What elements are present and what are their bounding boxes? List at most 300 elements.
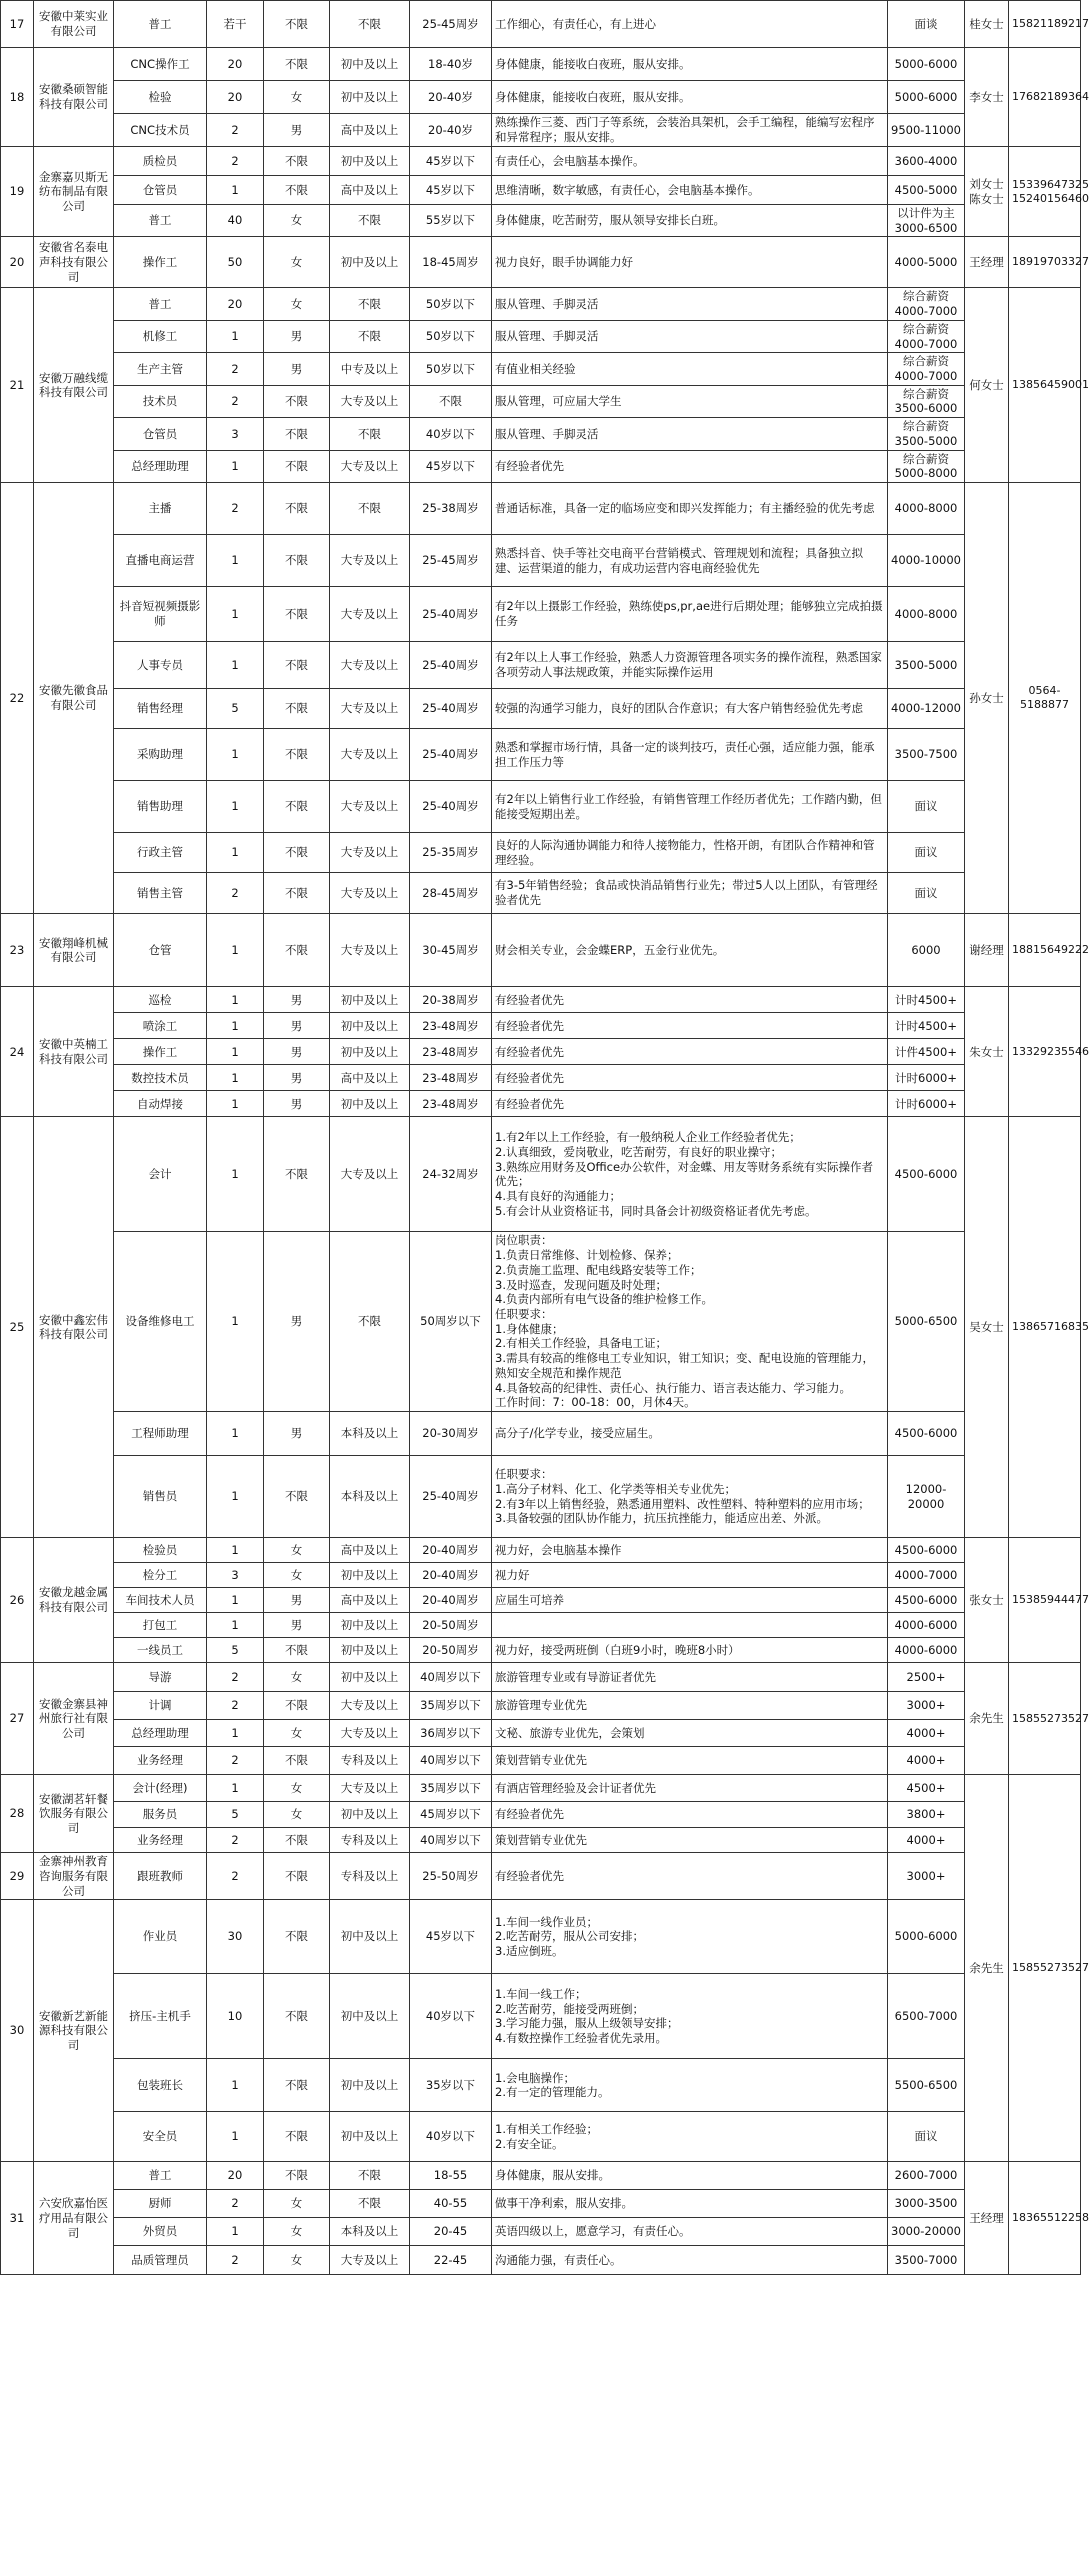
company-number: 28 (1, 1775, 34, 1853)
job-salary: 计件4500+ (888, 1039, 965, 1065)
job-headcount: 40 (207, 205, 264, 237)
job-age: 28-45周岁 (410, 873, 492, 914)
job-headcount: 1 (207, 729, 264, 781)
job-headcount: 1 (207, 1456, 264, 1538)
job-requirements: 1.有2年以上工作经验，有一般纳税人企业工作经验者优先； 2.认真细致，爱岗敬业，吃苦耐劳，有良好的职业操守； 3.熟练应用财务及Office办公软件，对金蝶、用友等财务系统有实际操作者优先； 4.具有良好的沟通能力； 5.有会计从业资格证书，同时具备会计初级资格证者优先考虑。 (492, 1117, 888, 1232)
table-row (1, 1588, 1081, 1613)
job-education: 大专及以上 (330, 1692, 410, 1720)
company-name: 安徽中鑫宏伟科技有限公司 (34, 1117, 114, 1538)
job-gender: 不限 (264, 873, 330, 914)
job-headcount: 2 (207, 385, 264, 417)
contact-person: 孙女士 (965, 483, 1009, 914)
job-salary: 4000-8000 (888, 587, 965, 642)
job-age: 50岁以下 (410, 288, 492, 320)
job-headcount: 2 (207, 147, 264, 176)
job-gender: 男 (264, 353, 330, 385)
job-age: 30-45周岁 (410, 914, 492, 987)
job-gender: 女 (264, 2190, 330, 2218)
job-age: 40-55 (410, 2190, 492, 2218)
job-position: 一线员工 (114, 1638, 207, 1663)
job-education: 本科及以上 (330, 2218, 410, 2246)
job-salary: 4000-5000 (888, 237, 965, 288)
job-age: 45岁以下 (410, 176, 492, 205)
job-headcount: 2 (207, 2246, 264, 2275)
job-education: 大专及以上 (330, 873, 410, 914)
job-position: 检验员 (114, 1538, 207, 1563)
job-requirements: 策划营销专业优先 (492, 1747, 888, 1775)
job-requirements: 财会相关专业，会金蝶ERP，五金行业优先。 (492, 914, 888, 987)
contact-person: 王经理 (965, 2162, 1009, 2275)
job-gender: 不限 (264, 642, 330, 689)
job-gender: 不限 (264, 1974, 330, 2059)
table-row (1, 353, 1081, 385)
job-age: 45岁以下 (410, 450, 492, 482)
job-salary: 3000+ (888, 1853, 965, 1900)
job-headcount: 20 (207, 81, 264, 114)
job-gender: 不限 (264, 2112, 330, 2162)
job-salary: 4500+ (888, 1775, 965, 1802)
job-gender: 不限 (264, 729, 330, 781)
job-headcount: 2 (207, 1747, 264, 1775)
job-age: 23-48周岁 (410, 1091, 492, 1117)
job-gender: 不限 (264, 1, 330, 48)
contact-phone: 18815649222 (1009, 914, 1081, 987)
table-row (1, 689, 1081, 729)
contact-person: 王经理 (965, 237, 1009, 288)
job-salary: 计时4500+ (888, 987, 965, 1013)
job-age: 22-45 (410, 2246, 492, 2275)
job-position: 销售员 (114, 1456, 207, 1538)
job-requirements: 熟练操作三菱、西门子等系统，会装治具架机，会手工编程，能编写宏程序和异常程序；服从安排。 (492, 114, 888, 147)
job-age: 50岁以下 (410, 353, 492, 385)
table-row (1, 1613, 1081, 1638)
job-education: 不限 (330, 288, 410, 320)
job-education: 初中及以上 (330, 1091, 410, 1117)
job-position: 工程师助理 (114, 1412, 207, 1456)
job-salary: 4500-6000 (888, 1412, 965, 1456)
job-salary: 面议 (888, 833, 965, 873)
job-education: 大专及以上 (330, 1775, 410, 1802)
job-age: 45岁以下 (410, 1900, 492, 1974)
job-headcount: 2 (207, 114, 264, 147)
company-number: 26 (1, 1538, 34, 1663)
job-requirements: 有经验者优先 (492, 1013, 888, 1039)
job-headcount: 1 (207, 1412, 264, 1456)
job-salary: 4500-6000 (888, 1588, 965, 1613)
job-education: 初中及以上 (330, 1663, 410, 1692)
job-gender: 女 (264, 288, 330, 320)
job-age: 18-55 (410, 2162, 492, 2190)
job-salary: 4000-8000 (888, 483, 965, 535)
job-gender: 不限 (264, 2162, 330, 2190)
job-position: 质检员 (114, 147, 207, 176)
job-age: 25-40周岁 (410, 587, 492, 642)
job-age: 23-48周岁 (410, 1013, 492, 1039)
job-salary: 4000+ (888, 1828, 965, 1853)
job-headcount: 1 (207, 1232, 264, 1412)
company-name: 安徽省名泰电声科技有限公司 (34, 237, 114, 288)
job-gender: 女 (264, 237, 330, 288)
contact-person: 桂女士 (965, 1, 1009, 48)
job-headcount: 1 (207, 450, 264, 482)
job-headcount: 1 (207, 1117, 264, 1232)
job-gender: 不限 (264, 48, 330, 81)
table-row (1, 873, 1081, 914)
job-position: 服务员 (114, 1802, 207, 1828)
job-education: 高中及以上 (330, 114, 410, 147)
table-row (1, 81, 1081, 114)
job-requirements: 1.会电脑操作； 2.有一定的管理能力。 (492, 2059, 888, 2112)
company-name: 安徽桑硕智能科技有限公司 (34, 48, 114, 147)
job-position: 总经理助理 (114, 1720, 207, 1747)
company-number: 29 (1, 1853, 34, 1900)
table-row (1, 2162, 1081, 2190)
job-education: 不限 (330, 1232, 410, 1412)
table-row (1, 1412, 1081, 1456)
contact-person: 余先生 (965, 1775, 1009, 2162)
job-salary: 计时6000+ (888, 1065, 965, 1091)
job-position: 数控技术员 (114, 1065, 207, 1091)
job-education: 专科及以上 (330, 1853, 410, 1900)
job-requirements: 沟通能力强，有责任心。 (492, 2246, 888, 2275)
job-education: 本科及以上 (330, 1456, 410, 1538)
job-age: 25-40周岁 (410, 642, 492, 689)
contact-phone: 15855273527 (1009, 1775, 1081, 2162)
job-education: 初中及以上 (330, 81, 410, 114)
table-row (1, 1775, 1081, 1802)
job-gender: 女 (264, 1775, 330, 1802)
job-position: 品质管理员 (114, 2246, 207, 2275)
job-education: 专科及以上 (330, 1747, 410, 1775)
job-requirements: 做事干净利索，服从安排。 (492, 2190, 888, 2218)
job-gender: 不限 (264, 147, 330, 176)
company-number: 21 (1, 288, 34, 483)
contact-person: 张女士 (965, 1538, 1009, 1663)
job-position: 行政主管 (114, 833, 207, 873)
job-education: 初中及以上 (330, 1563, 410, 1588)
table-row (1, 2190, 1081, 2218)
job-salary: 9500-11000 (888, 114, 965, 147)
job-requirements: 有责任心，会电脑基本操作。 (492, 147, 888, 176)
job-requirements: 有值业相关经验 (492, 353, 888, 385)
table-row (1, 535, 1081, 587)
job-requirements: 视力良好，眼手协调能力好 (492, 237, 888, 288)
company-number: 17 (1, 1, 34, 48)
job-education: 初中及以上 (330, 2059, 410, 2112)
job-age: 35岁以下 (410, 2059, 492, 2112)
job-education: 大专及以上 (330, 914, 410, 987)
job-education: 不限 (330, 418, 410, 450)
job-position: CNC技术员 (114, 114, 207, 147)
job-gender: 男 (264, 987, 330, 1013)
job-position: 直播电商运营 (114, 535, 207, 587)
job-position: 会计(经理) (114, 1775, 207, 1802)
table-row (1, 1720, 1081, 1747)
job-position: 销售经理 (114, 689, 207, 729)
job-requirements: 有经验者优先 (492, 987, 888, 1013)
job-requirements: 应届生可培养 (492, 1588, 888, 1613)
job-requirements: 视力好，会电脑基本操作 (492, 1538, 888, 1563)
job-salary: 综合薪资 4000-7000 (888, 353, 965, 385)
job-age: 25-40周岁 (410, 1456, 492, 1538)
job-gender: 不限 (264, 385, 330, 417)
job-position: 仓管员 (114, 176, 207, 205)
contact-phone: 13865716835 (1009, 1117, 1081, 1538)
job-gender: 女 (264, 1802, 330, 1828)
job-gender: 男 (264, 1091, 330, 1117)
job-position: 检验 (114, 81, 207, 114)
job-requirements: 较强的沟通学习能力，良好的团队合作意识；有大客户销售经验优先考虑 (492, 689, 888, 729)
job-headcount: 2 (207, 1828, 264, 1853)
job-position: 挤压-主机手 (114, 1974, 207, 2059)
job-education: 专科及以上 (330, 1828, 410, 1853)
job-requirements: 文秘、旅游专业优先，会策划 (492, 1720, 888, 1747)
table-row (1, 1802, 1081, 1828)
job-position: 总经理助理 (114, 450, 207, 482)
job-requirements: 有经验者优先 (492, 450, 888, 482)
job-education: 初中及以上 (330, 1013, 410, 1039)
job-headcount: 1 (207, 833, 264, 873)
job-gender: 男 (264, 1065, 330, 1091)
job-position: 喷涂工 (114, 1013, 207, 1039)
company-name: 金寨神州教育咨询服务有限公司 (34, 1853, 114, 1900)
job-headcount: 1 (207, 320, 264, 352)
job-requirements: 有2年以上销售行业工作经验，有销售管理工作经历者优先；工作踏内勤，但能接受短期出差。 (492, 781, 888, 833)
job-requirements: 1.车间一线作业员； 2.吃苦耐劳，服从公司安排； 3.适应倒班。 (492, 1900, 888, 1974)
job-gender: 女 (264, 1663, 330, 1692)
job-education: 中专及以上 (330, 353, 410, 385)
contact-person: 谢经理 (965, 914, 1009, 987)
job-headcount: 1 (207, 176, 264, 205)
job-position: 普工 (114, 205, 207, 237)
job-position: 采购助理 (114, 729, 207, 781)
job-education: 大专及以上 (330, 642, 410, 689)
job-salary: 4000-6000 (888, 1613, 965, 1638)
job-age: 20-30周岁 (410, 1412, 492, 1456)
job-requirements: 良好的人际沟通协调能力和待人接物能力，性格开朗，有团队合作精神和管理经验。 (492, 833, 888, 873)
job-gender: 不限 (264, 483, 330, 535)
job-gender: 不限 (264, 833, 330, 873)
job-position: 销售主管 (114, 873, 207, 914)
job-requirements: 高分子/化学专业，接受应届生。 (492, 1412, 888, 1456)
job-age: 40周岁以下 (410, 1828, 492, 1853)
job-headcount: 1 (207, 914, 264, 987)
table-row (1, 2112, 1081, 2162)
job-position: 操作工 (114, 1039, 207, 1065)
job-salary: 3000-20000 (888, 2218, 965, 2246)
job-headcount: 1 (207, 1039, 264, 1065)
job-requirements: 熟悉和掌握市场行情，具备一定的谈判技巧，责任心强，适应能力强，能承担工作压力等 (492, 729, 888, 781)
job-headcount: 2 (207, 353, 264, 385)
job-education: 初中及以上 (330, 237, 410, 288)
job-education: 高中及以上 (330, 176, 410, 205)
job-education: 大专及以上 (330, 833, 410, 873)
job-education: 大专及以上 (330, 2246, 410, 2275)
job-headcount: 1 (207, 642, 264, 689)
job-salary: 4000+ (888, 1720, 965, 1747)
job-gender: 不限 (264, 1456, 330, 1538)
job-age: 40岁以下 (410, 1974, 492, 2059)
job-headcount: 1 (207, 1613, 264, 1638)
job-requirements: 旅游管理专业优先 (492, 1692, 888, 1720)
job-requirements: 身体健康，吃苦耐劳，服从领导安排长白班。 (492, 205, 888, 237)
job-gender: 不限 (264, 450, 330, 482)
table-row (1, 987, 1081, 1013)
job-headcount: 5 (207, 1802, 264, 1828)
job-age: 25-35周岁 (410, 833, 492, 873)
table-row (1, 1747, 1081, 1775)
job-position: 操作工 (114, 237, 207, 288)
job-age: 25-45周岁 (410, 535, 492, 587)
job-salary: 面议 (888, 873, 965, 914)
job-gender: 男 (264, 1232, 330, 1412)
job-headcount: 1 (207, 1013, 264, 1039)
job-position: 设备维修电工 (114, 1232, 207, 1412)
job-salary: 综合薪资 4000-7000 (888, 320, 965, 352)
job-position: 外贸员 (114, 2218, 207, 2246)
job-age: 18-40岁 (410, 48, 492, 81)
job-headcount: 20 (207, 48, 264, 81)
job-salary: 2600-7000 (888, 2162, 965, 2190)
job-gender: 不限 (264, 2059, 330, 2112)
table-body (1, 1, 1089, 2275)
table-row (1, 587, 1081, 642)
job-position: 生产主管 (114, 353, 207, 385)
contact-person: 朱女士 (965, 987, 1009, 1117)
contact-phone: 15385944477 (1009, 1538, 1081, 1663)
job-requirements: 1.车间一线工作； 2.吃苦耐劳，能接受两班倒； 3.学习能力强，服从上级领导安排； 4.有数控操作工经验者优先录用。 (492, 1974, 888, 2059)
job-age: 23-48周岁 (410, 1065, 492, 1091)
job-headcount: 1 (207, 1065, 264, 1091)
job-age: 20-40岁 (410, 81, 492, 114)
job-salary: 3500-5000 (888, 642, 965, 689)
job-headcount: 20 (207, 288, 264, 320)
job-gender: 女 (264, 2218, 330, 2246)
job-education: 初中及以上 (330, 987, 410, 1013)
contact-person: 吴女士 (965, 1117, 1009, 1538)
job-salary: 4000-6000 (888, 1638, 965, 1663)
job-headcount: 2 (207, 873, 264, 914)
company-name: 安徽龙越金属科技有限公司 (34, 1538, 114, 1663)
job-salary: 5000-6000 (888, 48, 965, 81)
job-salary: 6500-7000 (888, 1974, 965, 2059)
table-row (1, 1663, 1081, 1692)
company-name: 六安欣嘉怡医疗用品有限公司 (34, 2162, 114, 2275)
company-number: 25 (1, 1117, 34, 1538)
table-row (1, 1232, 1081, 1412)
job-gender: 不限 (264, 781, 330, 833)
company-name: 安徽中英楠工科技有限公司 (34, 987, 114, 1117)
job-gender: 不限 (264, 689, 330, 729)
job-salary: 5000-6000 (888, 1900, 965, 1974)
job-education: 不限 (330, 1, 410, 48)
job-position: 机修工 (114, 320, 207, 352)
job-age: 18-45周岁 (410, 237, 492, 288)
job-age: 40岁以下 (410, 2112, 492, 2162)
table-row (1, 781, 1081, 833)
contact-person: 何女士 (965, 288, 1009, 483)
job-salary: 3000-3500 (888, 2190, 965, 2218)
job-gender: 女 (264, 205, 330, 237)
job-salary: 综合薪资 3500-5000 (888, 418, 965, 450)
job-requirements: 身体健康，能接收白夜班，服从安排。 (492, 81, 888, 114)
job-education: 大专及以上 (330, 689, 410, 729)
job-position: 仓管员 (114, 418, 207, 450)
job-education: 初中及以上 (330, 1039, 410, 1065)
job-requirements: 有经验者优先 (492, 1802, 888, 1828)
table-row (1, 1828, 1081, 1853)
job-headcount: 1 (207, 1588, 264, 1613)
table-row (1, 1563, 1081, 1588)
job-gender: 男 (264, 1013, 330, 1039)
table-row (1, 114, 1081, 147)
table-row (1, 1692, 1081, 1720)
job-position: CNC操作工 (114, 48, 207, 81)
job-education: 大专及以上 (330, 1117, 410, 1232)
job-position: 打包工 (114, 1613, 207, 1638)
job-requirements: 有经验者优先 (492, 1065, 888, 1091)
job-requirements: 英语四级以上，愿意学习，有责任心。 (492, 2218, 888, 2246)
contact-phone: 18365512258 (1009, 2162, 1081, 2275)
table-row (1, 1065, 1081, 1091)
job-education: 大专及以上 (330, 729, 410, 781)
job-salary: 5500-6500 (888, 2059, 965, 2112)
job-age: 20-38周岁 (410, 987, 492, 1013)
job-education: 初中及以上 (330, 1900, 410, 1974)
table-row (1, 2218, 1081, 2246)
job-requirements: 有经验者优先 (492, 1853, 888, 1900)
company-number: 19 (1, 147, 34, 237)
job-age: 50周岁以下 (410, 1232, 492, 1412)
job-requirements: 旅游管理专业或有导游证者优先 (492, 1663, 888, 1692)
job-age: 20-40周岁 (410, 1563, 492, 1588)
job-gender: 不限 (264, 1900, 330, 1974)
job-headcount: 1 (207, 1091, 264, 1117)
job-requirements: 1.有相关工作经验； 2.有安全证。 (492, 2112, 888, 2162)
job-requirements: 服从管理、手脚灵活 (492, 418, 888, 450)
job-age: 55岁以下 (410, 205, 492, 237)
table-row (1, 450, 1081, 482)
job-education: 不限 (330, 2190, 410, 2218)
job-age: 20-50周岁 (410, 1638, 492, 1663)
job-position: 普工 (114, 1, 207, 48)
job-headcount: 1 (207, 2112, 264, 2162)
job-education: 初中及以上 (330, 1638, 410, 1663)
job-requirements: 工作细心，有责任心，有上进心 (492, 1, 888, 48)
job-gender: 男 (264, 1039, 330, 1065)
job-age: 23-48周岁 (410, 1039, 492, 1065)
table-row (1, 1091, 1081, 1117)
job-position: 普工 (114, 288, 207, 320)
job-education: 高中及以上 (330, 1065, 410, 1091)
table-row (1, 385, 1081, 417)
table-row (1, 147, 1081, 176)
table-row (1, 2059, 1081, 2112)
job-salary: 4500-5000 (888, 176, 965, 205)
job-salary: 综合薪资 3500-6000 (888, 385, 965, 417)
job-gender: 男 (264, 1412, 330, 1456)
contact-person: 刘女士 陈女士 (965, 147, 1009, 237)
job-position: 技术员 (114, 385, 207, 417)
contact-phone: 15339647325 15240156460 (1009, 147, 1081, 237)
job-age: 20-40周岁 (410, 1538, 492, 1563)
job-headcount: 1 (207, 987, 264, 1013)
job-requirements: 有2年以上摄影工作经验，熟练使ps,pr,ae进行后期处理；能够独立完成拍摄任务 (492, 587, 888, 642)
job-headcount: 20 (207, 2162, 264, 2190)
job-education: 本科及以上 (330, 1412, 410, 1456)
table-row (1, 320, 1081, 352)
job-requirements (492, 1613, 888, 1638)
